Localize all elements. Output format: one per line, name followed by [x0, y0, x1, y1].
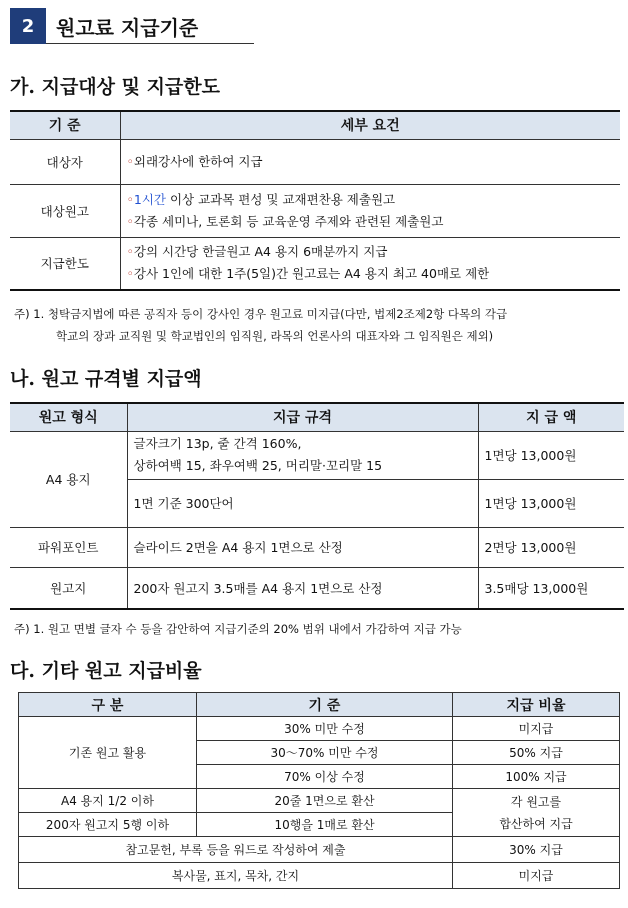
- section-title: 원고료 지급기준: [56, 16, 199, 40]
- rate-text: 30% 지급: [453, 837, 620, 863]
- requirement-text: 외래강사에 한하여 지급: [133, 153, 263, 169]
- table-row: [10, 431, 624, 479]
- row-label-target: 대상자: [10, 139, 120, 184]
- table-row: [19, 863, 620, 889]
- note-b: 주) 1. 원고 면별 글자 수 등을 감안하여 지급기준의 20% 범위 내에서 가감하여 지급 가능: [14, 622, 462, 636]
- part-b-heading: 나. 원고 규격별 지급액: [10, 368, 202, 390]
- other-rate-table: [18, 692, 620, 889]
- requirement-text: 강의 시간당 한글원고 A4 용지 6매분까지 지급: [133, 244, 388, 260]
- table-row: [10, 139, 620, 184]
- eligibility-table: [10, 110, 620, 291]
- spec-text: 상하여백 15, 좌우여백 25, 머리말·꼬리말 15: [133, 458, 383, 473]
- rate-text: 합산하여 지급: [499, 816, 573, 831]
- criteria-text: 20줄 1면으로 환산: [197, 789, 453, 813]
- header-format: 원고 형식: [10, 403, 127, 431]
- table-row: [19, 717, 620, 741]
- spec-text: 1면 기준 300단어: [127, 479, 478, 527]
- rate-text: 미지급: [453, 717, 620, 741]
- section-underline: [46, 43, 254, 44]
- bullet-icon: ◦: [126, 153, 134, 169]
- table-row: [10, 184, 620, 237]
- header-rate: 지급 비율: [453, 693, 620, 717]
- copy-label: 복사물, 표지, 목차, 간지: [19, 863, 453, 889]
- requirement-text: 강사 1인에 대한 1주(5일)간 원고료는 A4 용지 최고 40매로 제한: [133, 266, 490, 282]
- merged-rate: [453, 789, 620, 837]
- amount-text: 1면당 13,000원: [478, 431, 624, 479]
- criteria-text: 30～70% 미만 수정: [197, 741, 453, 765]
- spec-text: 글자크기 13p, 줄 간격 160%,: [133, 436, 302, 451]
- row-label-limit: 지급한도: [10, 237, 120, 290]
- amount-text: 3.5매당 13,000원: [478, 567, 624, 609]
- note-a-line2: 학교의 장과 교직원 및 학교법인의 임직원, 라목의 언론사의 대표자와 그 임직원은 제외): [56, 329, 494, 343]
- bullet-icon: ◦: [126, 244, 134, 260]
- bullet-icon: ◦: [126, 213, 134, 229]
- amount-text: 2면당 13,000원: [478, 527, 624, 567]
- header-category: 구 분: [19, 693, 197, 717]
- half-page-label: A4 용지 1/2 이하: [19, 789, 197, 813]
- ppt-label: 파워포인트: [10, 527, 127, 567]
- header-spec: 지급 규격: [127, 403, 478, 431]
- reference-label: 참고문헌, 부록 등을 워드로 작성하여 제출: [19, 837, 453, 863]
- rate-text: 100% 지급: [453, 765, 620, 789]
- table-row: [10, 237, 620, 290]
- bullet-icon: ◦: [126, 266, 134, 282]
- criteria-text: 70% 이상 수정: [197, 765, 453, 789]
- rate-text: 50% 지급: [453, 741, 620, 765]
- criteria-text: 10행을 1매로 환산: [197, 813, 453, 837]
- reuse-label: 기존 원고 활용: [19, 717, 197, 789]
- requirement-text: 이상 교과목 편성 및 교재편찬용 제출원고: [165, 191, 396, 207]
- five-lines-label: 200자 원고지 5행 이하: [19, 813, 197, 837]
- section-number: 2: [10, 8, 46, 44]
- header-standard: 기 준: [197, 693, 453, 717]
- part-c-heading: 다. 기타 원고 지급비율: [10, 660, 202, 682]
- table-row: [19, 837, 620, 863]
- table-row: [19, 789, 620, 813]
- spec-text: 200자 원고지 3.5매를 A4 용지 1면으로 산정: [127, 567, 478, 609]
- requirement-text: 각종 세미나, 토론회 등 교육운영 주제와 관련된 제출원고: [133, 213, 444, 229]
- part-a-heading: 가. 지급대상 및 지급한도: [10, 76, 220, 98]
- bullet-icon: ◦: [126, 191, 134, 207]
- manuscript-label: 원고지: [10, 567, 127, 609]
- header-details: 세부 요건: [120, 111, 620, 139]
- criteria-text: 30% 미만 수정: [197, 717, 453, 741]
- highlight-text: 1시간: [133, 191, 166, 207]
- rate-text: 미지급: [453, 863, 620, 889]
- section-header: [10, 8, 254, 44]
- row-label-manuscript: 대상원고: [10, 184, 120, 237]
- header-criteria: 기 준: [10, 111, 120, 139]
- rate-text: 각 원고를: [510, 794, 562, 809]
- spec-text: 슬라이드 2면을 A4 용지 1면으로 산정: [127, 527, 478, 567]
- a4-label: A4 용지: [10, 431, 127, 527]
- rate-table: [10, 402, 624, 610]
- amount-text: 1면당 13,000원: [478, 479, 624, 527]
- header-amount: 지 급 액: [478, 403, 624, 431]
- table-row: [10, 527, 624, 567]
- note-a-line1: 주) 1. 청탁금지법에 따른 공직자 등이 강사인 경우 원고료 미지급(다만, 법제2조제2항 다목의 각급: [14, 307, 508, 321]
- table-row: [10, 567, 624, 609]
